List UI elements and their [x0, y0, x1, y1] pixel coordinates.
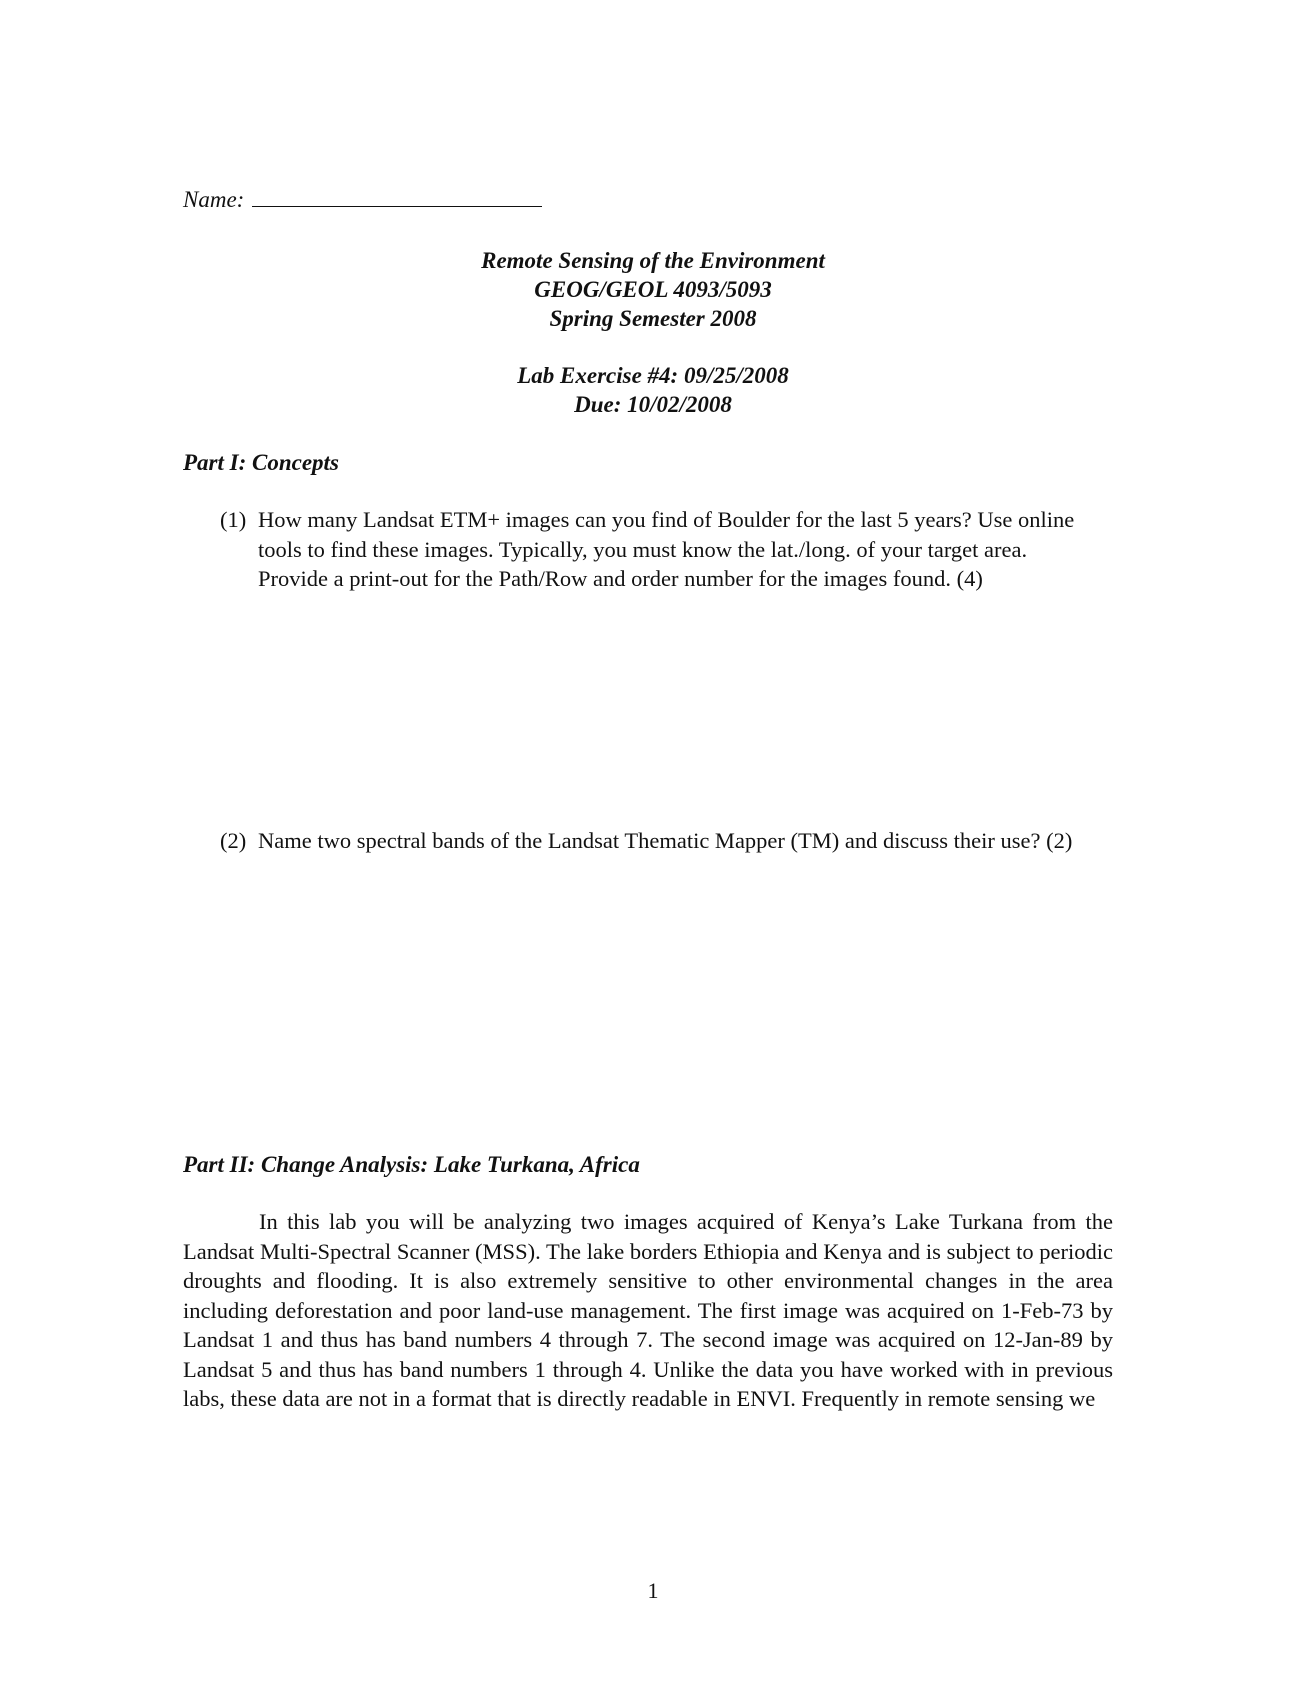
question-number: (1) — [220, 507, 247, 532]
part2-intro-paragraph: In this lab you will be analyzing two images acquired of Kenya’s Lake Turkana from the Landsat Multi-Spectral Scanner (MSS). The lake borders Ethiopia and Kenya and is subject to periodic droughts and flooding. It is also extremely sensitive to other environmental changes in the area including deforestation and poor land-use management. The first image was acquired on 1-Feb-73 by Landsat 1 and thus has band numbers 4 through 7. The second image was acquired on 12-Jan-89 by Landsat 5 and thus has band numbers 1 through 4. Unlike the data you have worked with in previous labs, these data are not in a format that is directly readable in ENVI. Frequently in remote sensing we — [183, 1209, 1113, 1411]
question-number: (2) — [220, 828, 247, 853]
page-number: 1 — [647, 1578, 659, 1603]
lab-header — [0, 361, 1306, 419]
question-text: Name two spectral bands of the Landsat Thematic Mapper (TM) and discuss their use? (2) — [258, 828, 1073, 853]
question-1 — [220, 505, 1100, 594]
semester: Spring Semester 2008 — [549, 306, 757, 331]
course-title: Remote Sensing of the Environment — [481, 248, 825, 273]
part1-heading: Part I: Concepts — [183, 450, 339, 475]
name-blank-line — [252, 182, 542, 207]
question-2 — [220, 826, 1100, 856]
course-header — [0, 246, 1306, 333]
part2-heading: Part II: Change Analysis: Lake Turkana, Africa — [183, 1152, 640, 1177]
course-code: GEOG/GEOL 4093/5093 — [534, 277, 772, 302]
name-field-row — [183, 182, 542, 213]
due-date: Due: 10/02/2008 — [574, 392, 732, 417]
question-text: How many Landsat ETM+ images can you find of Boulder for the last 5 years? Use online tools to find these images. Typically, you must know the lat./long. of your target area. Provide a print-out for the Path/Row and order number for the images found. (4) — [258, 507, 1075, 591]
lab-exercise-title: Lab Exercise #4: 09/25/2008 — [517, 363, 789, 388]
name-label: Name: — [183, 187, 245, 212]
